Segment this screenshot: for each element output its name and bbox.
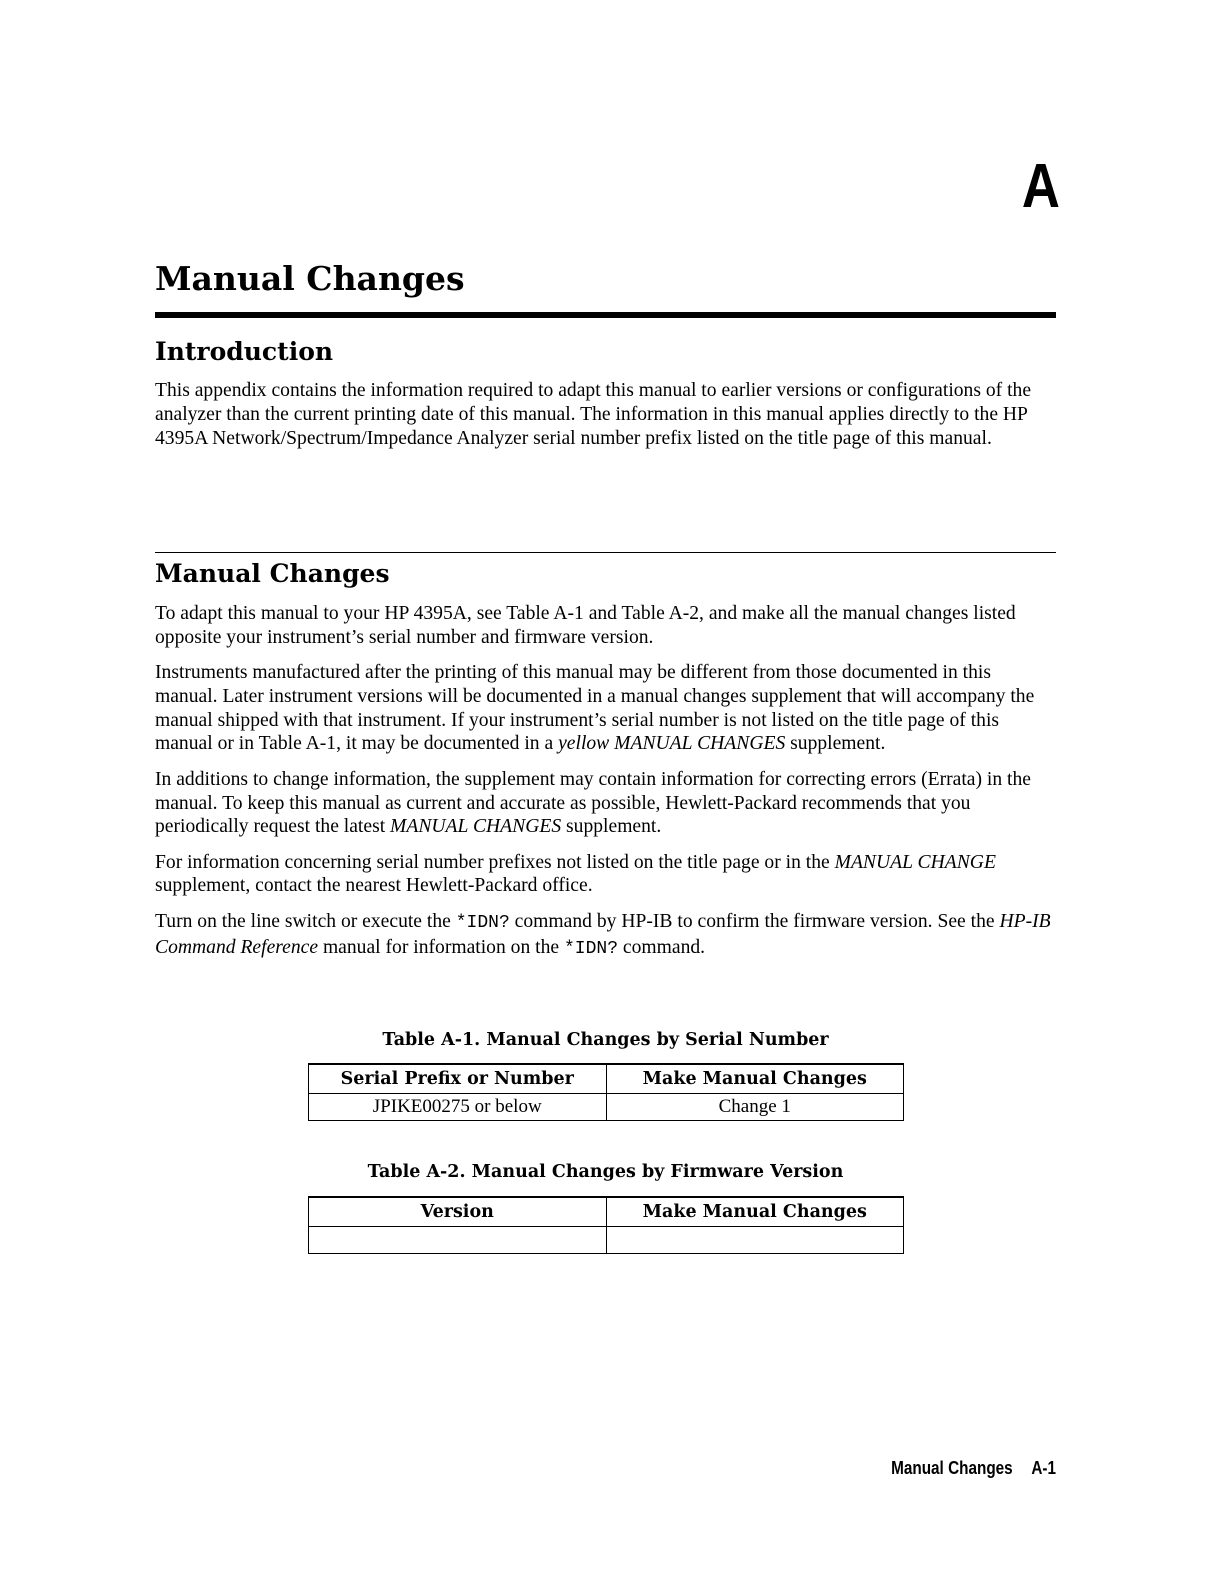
paragraph-instruments: Instruments manufactured after the printing of this manual may be different from those documented in this manual. Later instrument versions will be documented in a manual changes supplement that will accompany the manual shipped with that instrument. If your instrument’s serial number is not listed on the title page of this manual or in Table A-1, it may be documented in a yellow MANUAL CHANGES supplement.: [155, 662, 1035, 755]
page-footer: [891, 1456, 1056, 1480]
page-number: A-1: [1031, 1458, 1056, 1478]
section-rule: [155, 552, 1056, 553]
table-cell: [606, 1227, 904, 1254]
introduction-paragraph: This appendix contains the information required to adapt this manual to earlier versions or configurations of the analyzer than the current printing date of this manual. The information in this manual applies directly to the HP 4395A Network/Spectrum/Impedance Analyzer serial number prefix listed on the title page of this manual.: [155, 380, 1032, 449]
table-header-cell: Version: [309, 1197, 607, 1227]
introduction-body: [155, 379, 1056, 462]
table-header-cell: Serial Prefix or Number: [309, 1064, 607, 1094]
paragraph-serial-prefixes: For information concerning serial number prefixes not listed on the title page or in the MANUAL CHANGE supplement, contact the nearest Hewlett-Packard office.: [155, 851, 996, 897]
table-a1-caption: Table A-1. Manual Changes by Serial Number: [382, 1030, 829, 1050]
table-row: [309, 1094, 904, 1121]
manual-changes-emphasis: MANUAL CHANGES: [390, 816, 562, 838]
chapter-letter: A: [1021, 152, 1060, 221]
paragraph-adapt: To adapt this manual to your HP 4395A, see Table A-1 and Table A-2, and make all the manual changes listed opposite your instrument’s serial number and firmware version.: [155, 603, 1016, 648]
table-cell: [309, 1227, 607, 1254]
idn-command-code: *IDN?: [564, 938, 619, 959]
manual-change-emphasis: MANUAL CHANGE: [834, 851, 996, 873]
title-rule: [155, 312, 1056, 318]
table-row: [309, 1227, 904, 1254]
footer-section-title: Manual Changes: [891, 1458, 1013, 1478]
table-header-cell: Make Manual Changes: [606, 1064, 904, 1094]
table-cell: JPIKE00275 or below: [309, 1094, 607, 1121]
table-header-cell: Make Manual Changes: [606, 1197, 904, 1227]
table-cell: Change 1: [606, 1094, 904, 1121]
yellow-manual-changes-emphasis: yellow MANUAL CHANGES: [558, 733, 786, 755]
manual-changes-heading: Manual Changes: [155, 559, 390, 588]
table-a2-caption: Table A-2. Manual Changes by Firmware Version: [367, 1162, 844, 1182]
table-header-row: [309, 1064, 904, 1094]
idn-command-code: *IDN?: [455, 912, 510, 933]
paragraph-errata: In additions to change information, the supplement may contain information for correcting errors (Errata) in the manual. To keep this manual as current and accurate as possible, Hewlett-Packard recommends that you periodically request the latest MANUAL CHANGES supplement.: [155, 768, 1031, 838]
table-a1: [308, 1063, 904, 1121]
table-a2: [308, 1196, 904, 1254]
page-title: Manual Changes: [155, 259, 465, 298]
table-header-row: [309, 1197, 904, 1227]
manual-changes-body: [155, 602, 1056, 973]
introduction-heading: Introduction: [155, 337, 334, 366]
command-reference-emphasis: HP-IB Command Reference: [155, 910, 1051, 958]
paragraph-firmware: Turn on the line switch or execute the *IDN? command by HP-IB to confirm the firmware version. See the HP-IB Command Reference manual for information on the *IDN? command.: [155, 910, 1051, 959]
